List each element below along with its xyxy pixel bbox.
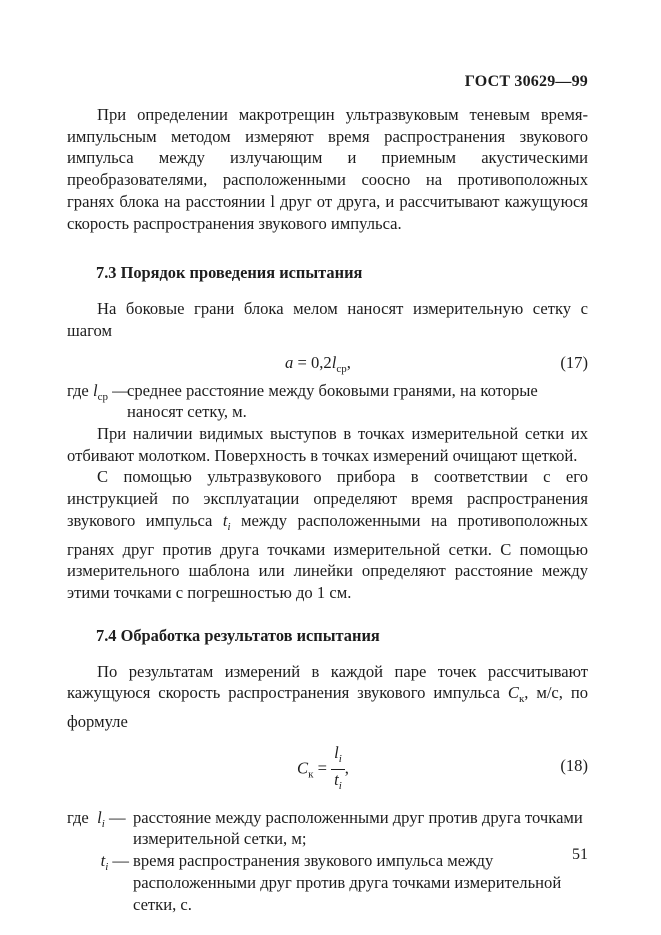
where-17-label: где $l_{ср}$ — [67,380,129,403]
paragraph-measurement: С помощью ультразвукового прибора в соответствии с его инструкцией по эксплуатации определяют время распространения звукового импульса $t_i$ между расположенными на противоположных гранях друг против друга точками измерительной сетки. С помощью измерительного шаблона или линейки определяют расстояние между этими точками с погрешностью до 1 см. [67,467,588,602]
equation-18-fraction: $\frac{l_i}{t_i}$ [331,743,345,796]
paragraph-protrusions: При наличии видимых выступов в точках измерительной сетки их отбивают молотком. Поверхность в точках измерений очищают щеткой. [67,424,588,465]
equation-18-formula: $C_к$ = $\frac{l_i}{t_i}$ , [297,743,349,796]
paragraph-intro: При определении макротрещин ультразвуковым теневым время-импульсным методом измеряют время распространения звукового импульса между излучающим и приемным акустическими преобразователями, расположенными соосно на противоположных гранях блока на расстоянии l друг от друга, и рассчитывают кажущуюся скорость распространения звукового импульса. [67,105,588,233]
where-clause-18 [67,807,588,916]
equation-17-number: (17) [560,352,588,372]
page-content [67,104,588,915]
where-clause-17 [67,380,588,423]
paragraph-results: По результатам измерений в каждой паре точек рассчитывают кажущуюся скорость распространения звукового импульса $C_к$, м/с, по формуле [67,661,588,732]
where-18-text-2: время распространения звукового импульса между расположенными друг против друга точками измерительной сетки, с. [133,851,562,914]
where-18-label-2: $t_i$ — [100,851,129,874]
where-18-text-1: расстояние между расположенными друг против друга точками измерительной сетки, м; [133,807,583,849]
paragraph-grid-marking: На боковые грани блока мелом наносят измерительную сетку с шагом [67,299,588,340]
section-heading-7-3: 7.3 Порядок проведения испытания [96,263,363,283]
document-code-header: ГОСТ 30629—99 [464,73,588,90]
equation-17 [67,350,588,376]
where-17-text: среднее расстояние между боковыми гранями, на которые наносят сетку, м. [127,380,538,422]
section-heading-7-4: 7.4 Обработка результатов испытания [96,625,380,645]
equation-17-formula: $a = 0,2l_{ср}$, [285,352,351,375]
page-number: 51 [572,846,588,863]
equation-18 [67,743,588,791]
equation-18-number: (18) [560,755,588,775]
where-18-label-1: где $l_i$ — [67,807,126,830]
